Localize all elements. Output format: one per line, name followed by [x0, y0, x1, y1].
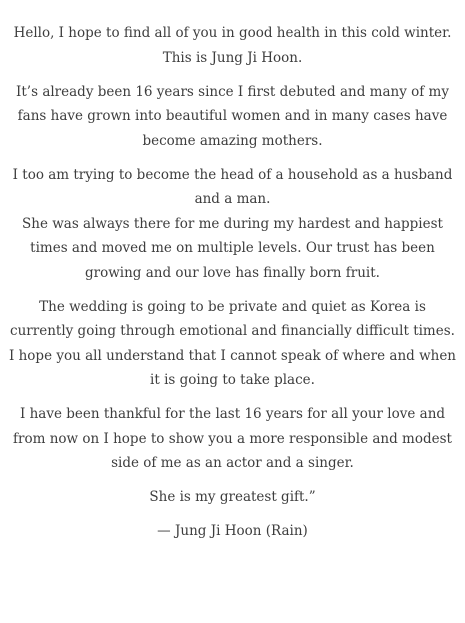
signature: — Jung Ji Hoon (Rain)	[157, 523, 308, 539]
household-line: I too am trying to become the head of a household as a husband and a man.	[12, 166, 453, 207]
trust-line: She was always there for me during my hardest and happiest times and moved me on multiple levels. Our trust has been growing and our love has finally born fruit.	[22, 215, 443, 281]
thanks-paragraph: I have been thankful for the last 16 years for all your love and from now on I hope to show you a more responsible and modest side of me as an actor and a singer.	[13, 406, 452, 471]
greeting-paragraph: Hello, I hope to find all of you in good health in this cold winter. This is Jung Ji Hoon.	[13, 25, 452, 66]
wedding-paragraph: The wedding is going to be private and quiet as Korea is currently going through emotional and financially difficult times. I hope you all understand that I cannot speak of where and when it is going to take place.	[8, 298, 457, 388]
gift-paragraph: She is my greatest gift.”	[149, 489, 316, 505]
debut-paragraph: It’s already been 16 years since I first debuted and many of my fans have grown into beautiful women and in many cases have become amazing mothers.	[16, 83, 449, 149]
household-paragraph	[7, 163, 458, 286]
